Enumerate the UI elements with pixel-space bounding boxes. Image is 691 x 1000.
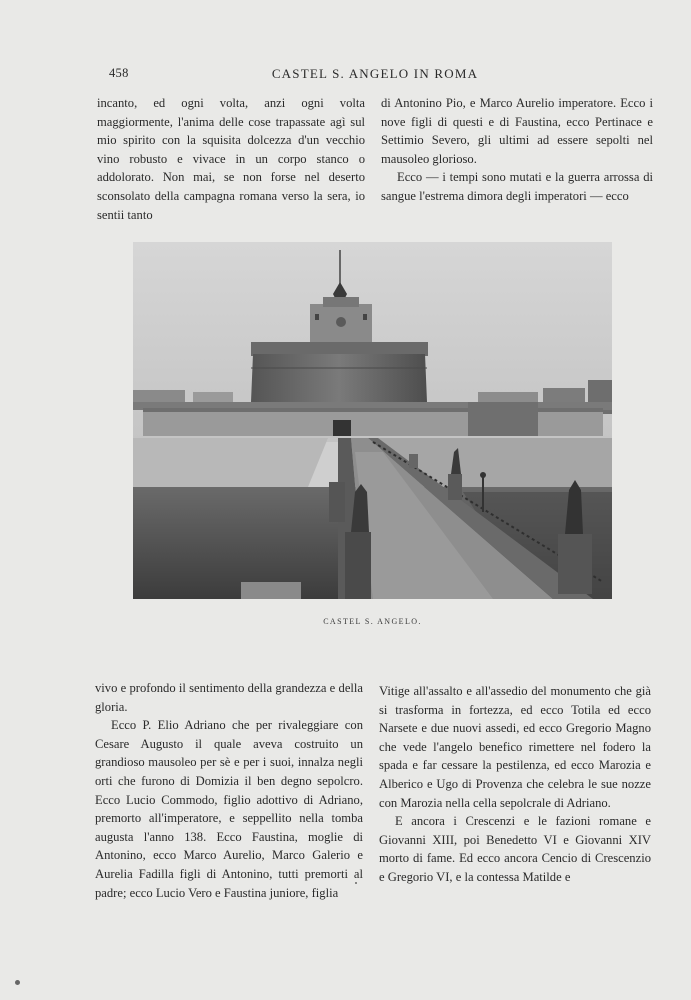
- running-title: CASTEL S. ANGELO IN ROMA: [271, 66, 479, 81]
- paper-speck: [15, 980, 20, 985]
- text-column-top-left: [97, 94, 365, 224]
- castel-sant-angelo-photograph: [133, 242, 612, 599]
- text-column-bottom-right: [379, 682, 651, 887]
- paragraph: incanto, ed ogni volta, anzi ogni volta maggiormente, l'anima delle cose trapassate agì sul mio spirito con la squisita dolcezza d'un vecchio vino robusto e vivace in un corpo stanco o addolorato. Non mai, se non forse nel deserto sconsolato della campagna romana verso la sera, io sentii tanto: [97, 96, 365, 222]
- paragraph: Ecco P. Elio Adriano che per rivaleggiare con Cesare Augusto il quale aveva costruito un grandioso mausoleo per sè e per i suoi, innalza negli orti che furono di Domizia il ben degno sepolcro. Ecco Lucio Commodo, figlio adottivo di Adriano, premorto all'imperatore, e seppellito nella tomba augusta l'anno 138. Ecco Faustina, moglie di Antonino, ecco Marco Aurelio, Marco Galerio e Aurelia Fadilla figli di Antonino, tutti premorti al padre; ecco Lucio Vero e Faustina juniore, figlia: [95, 718, 363, 900]
- paragraph: Vitige all'assalto e all'assedio del monumento che già si trasforma in fortezza, ed ecco Totila ed ecco Narsete e due nuovi assedi, ed ecco Gregorio Magno che vede l'angelo benefico rimettere nel fodero la spada e far cessare la pestilenza, ed ecco Marozia e Alberico e Ugo di Provenza che celebra le sue nozze con Marozia nella cella sepolcrale di Adriano.: [379, 684, 651, 810]
- paragraph: vivo e profondo il sentimento della grandezza e della gloria.: [95, 681, 363, 714]
- paper-speck: [355, 882, 357, 884]
- paragraph: di Antonino Pio, e Marco Aurelio imperatore. Ecco i nove figli di questi e di Faustina, ecco Pertinace e Settimio Severo, gli ultimi ad essere sepolti nel mausoleo glorioso.: [381, 96, 653, 166]
- text-column-bottom-left: [95, 679, 363, 902]
- paragraph: E ancora i Crescenzi e le fazioni romane e Giovanni XIII, poi Benedetto VI e Giovanni XIV morto di fame. Ed ecco ancora Cencio di Crescenzio e Gregorio VI, e la contessa Matilde e: [379, 814, 651, 884]
- paragraph: Ecco — i tempi sono mutati e la guerra arrossa di sangue l'estrema dimora degli imperatori — ecco: [381, 170, 653, 203]
- page-number: 458: [109, 66, 129, 80]
- text-column-top-right: [381, 94, 653, 206]
- figure-caption: CASTEL S. ANGELO.: [323, 617, 422, 626]
